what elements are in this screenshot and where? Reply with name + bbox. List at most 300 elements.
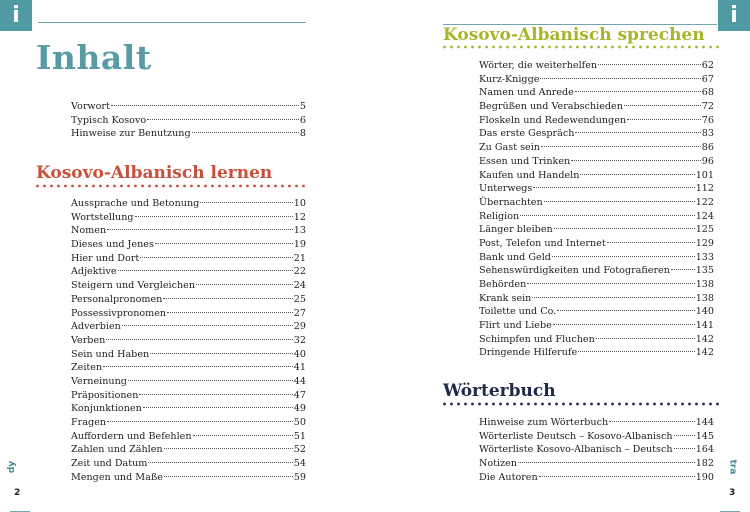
toc-entry-label: Dieses und Jenes xyxy=(71,239,154,251)
decorative-dot xyxy=(450,403,453,406)
toc-leader-dots xyxy=(607,242,695,243)
decorative-dot xyxy=(492,403,495,406)
decorative-dot xyxy=(485,403,488,406)
toc-entry-page: 32 xyxy=(293,334,306,346)
decorative-dot xyxy=(625,46,628,49)
toc-entry[interactable] xyxy=(479,416,714,430)
toc-entry-page: 145 xyxy=(695,430,714,442)
toc-entry-label: Wörterliste Deutsch – Kosovo-Albanisch xyxy=(479,430,673,442)
toc-entry-label: Hier und Dort xyxy=(71,252,140,264)
toc-entry-label: Schimpfen und Fluchen xyxy=(479,333,595,345)
decorative-dot xyxy=(113,185,116,188)
toc-leader-dots xyxy=(111,105,299,106)
decorative-dot xyxy=(57,185,60,188)
decorative-dot xyxy=(176,185,179,188)
toc-entry[interactable] xyxy=(479,292,714,306)
decorative-dot xyxy=(134,185,137,188)
toc-entry[interactable] xyxy=(71,430,306,444)
toc-leader-dots xyxy=(554,228,695,229)
decorative-dot xyxy=(583,46,586,49)
decorative-dot xyxy=(253,185,256,188)
toc-entry-label: Aussprache und Betonung xyxy=(71,198,200,209)
decorative-dot xyxy=(681,403,684,406)
toc-entry-page: 129 xyxy=(695,237,714,249)
toc-entry[interactable] xyxy=(71,416,306,430)
toc-entry[interactable] xyxy=(71,320,306,334)
toc-entry-label: Namen und Anrede xyxy=(479,87,574,99)
decorative-dot xyxy=(569,46,572,49)
decorative-dot xyxy=(716,46,719,49)
toc-entry-label: Verneinung xyxy=(71,375,127,387)
toc-entry-label: Personalpronomen xyxy=(71,293,163,305)
page-title: Inhalt xyxy=(36,38,152,77)
decorative-dot xyxy=(618,46,621,49)
toc-entry[interactable] xyxy=(71,334,306,348)
toc-entry-label: Fragen xyxy=(71,417,106,428)
decorative-dot xyxy=(506,403,509,406)
decorative-dot xyxy=(471,46,474,49)
toc-entry-page: 19 xyxy=(293,239,306,251)
toc-entry-label: Behörden xyxy=(479,279,527,290)
decorative-dot xyxy=(64,185,67,188)
toc-entry[interactable] xyxy=(479,223,714,237)
decorative-dot xyxy=(534,46,537,49)
toc-entry-page: 47 xyxy=(293,389,306,401)
toc-entry-page: 13 xyxy=(293,225,306,237)
toc-leader-dots xyxy=(627,119,701,120)
toc-intro xyxy=(71,100,306,141)
toc-entry[interactable] xyxy=(71,457,306,471)
toc-entry[interactable] xyxy=(71,100,306,114)
toc-entry[interactable] xyxy=(479,319,714,333)
toc-entry[interactable] xyxy=(479,443,714,457)
toc-leader-dots xyxy=(580,174,694,175)
decorative-dot xyxy=(688,46,691,49)
decorative-dot xyxy=(302,185,305,188)
decorative-dot xyxy=(548,403,551,406)
decorative-dot xyxy=(513,403,516,406)
toc-entry-label: Essen und Trinken xyxy=(479,155,571,167)
decorative-dot xyxy=(632,46,635,49)
toc-entry-label: Sein und Haben xyxy=(71,348,150,360)
toc-entry[interactable] xyxy=(479,169,714,183)
toc-entry-label: Krank sein xyxy=(479,292,532,304)
toc-entry-page: 76 xyxy=(701,114,714,126)
toc-entry-label: Religion xyxy=(479,210,520,222)
decorative-dot xyxy=(597,403,600,406)
toc-entry-page: 142 xyxy=(695,347,714,359)
decorative-dot xyxy=(548,46,551,49)
toc-leader-dots xyxy=(674,448,695,449)
decorative-dot xyxy=(288,185,291,188)
toc-entry-label: Präpositionen xyxy=(71,389,139,401)
decorative-dot xyxy=(695,46,698,49)
decorative-dot xyxy=(632,403,635,406)
toc-entry-page: 144 xyxy=(695,417,714,428)
toc-leader-dots xyxy=(155,243,293,244)
decorative-dot xyxy=(204,185,207,188)
toc-leader-dots xyxy=(575,132,700,133)
thumb-tab-label: dy xyxy=(7,460,18,474)
info-icon: i xyxy=(0,0,32,31)
toc-leader-dots xyxy=(541,146,701,147)
toc-entry-page: 101 xyxy=(695,169,714,181)
toc-entry-label: Nomen xyxy=(71,225,107,237)
toc-entry[interactable] xyxy=(479,127,714,141)
decorative-dot xyxy=(183,185,186,188)
decorative-dot xyxy=(604,403,607,406)
toc-leader-dots xyxy=(553,324,695,325)
toc-leader-dots xyxy=(533,187,694,188)
toc-entry[interactable] xyxy=(479,182,714,196)
toc-entry-page: 49 xyxy=(293,403,306,415)
toc-leader-dots xyxy=(143,407,293,408)
toc-leader-dots xyxy=(118,270,293,271)
toc-entry[interactable] xyxy=(479,264,714,278)
decorative-dot xyxy=(120,185,123,188)
toc-entry-page: 133 xyxy=(695,251,714,263)
toc-entry-label: Kurz-Knigge xyxy=(479,73,540,85)
decorative-dot xyxy=(141,185,144,188)
toc-entry-page: 68 xyxy=(701,87,714,99)
toc-entry-label: Begrüßen und Verabschieden xyxy=(479,101,623,113)
toc-leader-dots xyxy=(520,215,694,216)
toc-entry[interactable] xyxy=(479,141,714,155)
decorative-dot xyxy=(555,46,558,49)
decorative-dot xyxy=(218,185,221,188)
toc-entry-page: 40 xyxy=(293,348,306,360)
toc-entry-page: 72 xyxy=(701,101,714,113)
toc-entry-label: Die Autoren xyxy=(479,471,538,483)
toc-entry-label: Flirt und Liebe xyxy=(479,320,552,332)
decorative-dot xyxy=(674,46,677,49)
toc-entry[interactable] xyxy=(71,402,306,416)
toc-entry-label: Zu Gast sein xyxy=(479,142,540,154)
toc-entry-label: Auffordern und Befehlen xyxy=(71,430,192,442)
page-number: 2 xyxy=(14,488,21,498)
toc-entry-label: Vorwort xyxy=(71,101,110,112)
toc-leader-dots xyxy=(103,366,293,367)
toc-entry[interactable] xyxy=(71,471,306,485)
decorative-dot xyxy=(513,46,516,49)
toc-entry[interactable] xyxy=(479,86,714,100)
toc-leader-dots xyxy=(167,312,293,313)
toc-entry-label: Typisch Kosovo xyxy=(71,114,147,126)
toc-leader-dots xyxy=(674,435,695,436)
decorative-dot xyxy=(688,403,691,406)
toc-entry-label: Adjektive xyxy=(71,266,117,278)
toc-entry-page: 21 xyxy=(293,252,306,264)
toc-leader-dots xyxy=(609,421,695,422)
decorative-dot xyxy=(541,46,544,49)
toc-entry-label: Zeiten xyxy=(71,362,103,374)
toc-leader-dots xyxy=(164,476,293,477)
toc-entry-label: Hinweise zum Wörterbuch xyxy=(479,417,609,428)
toc-entry[interactable] xyxy=(479,100,714,114)
toc-entry[interactable] xyxy=(71,265,306,279)
decorative-dot xyxy=(709,46,712,49)
toc-entry[interactable] xyxy=(71,127,306,141)
toc-entry-page: 83 xyxy=(701,128,714,140)
toc-entry-page: 182 xyxy=(695,458,714,470)
toc-entry-label: Konjunktionen xyxy=(71,403,142,415)
toc-entry[interactable] xyxy=(479,237,714,251)
toc-entry[interactable] xyxy=(479,278,714,292)
toc-entry[interactable] xyxy=(71,224,306,238)
decorative-dot xyxy=(499,403,502,406)
toc-entry-label: Mengen und Maße xyxy=(71,471,163,483)
toc-leader-dots xyxy=(557,310,694,311)
toc-entry[interactable] xyxy=(479,430,714,444)
toc-leader-dots xyxy=(164,448,293,449)
toc-leader-dots xyxy=(571,160,701,161)
decorative-dot xyxy=(492,46,495,49)
decorative-dot xyxy=(695,403,698,406)
toc-leader-dots xyxy=(200,202,293,203)
toc-entry-label: Länger bleiben xyxy=(479,224,553,236)
decorative-dot xyxy=(50,185,53,188)
decorative-dot xyxy=(653,46,656,49)
toc-entry-page: 24 xyxy=(293,280,306,292)
toc-entry[interactable] xyxy=(71,238,306,252)
toc-entry-label: Dringende Hilferufe xyxy=(479,347,578,359)
decorative-dot xyxy=(660,403,663,406)
toc-entry-page: 86 xyxy=(701,142,714,154)
section-title-sprechen: Kosovo-Albanisch sprechen xyxy=(443,25,705,45)
toc-entry-label: Notizen xyxy=(479,458,518,470)
toc-entry[interactable] xyxy=(71,375,306,389)
toc-leader-dots xyxy=(135,216,293,217)
decorative-dot xyxy=(562,403,565,406)
toc-entry[interactable] xyxy=(71,114,306,128)
toc-entry[interactable] xyxy=(479,59,714,73)
toc-entry-label: Wortstellung xyxy=(71,211,134,223)
section-dots-sprechen xyxy=(443,45,719,49)
toc-entry-label: Bank und Geld xyxy=(479,251,551,263)
decorative-dot xyxy=(674,403,677,406)
toc-leader-dots xyxy=(596,338,695,339)
decorative-dot xyxy=(457,46,460,49)
toc-entry-label: Zahlen und Zählen xyxy=(71,444,163,456)
decorative-dot xyxy=(506,46,509,49)
toc-entry-label: Steigern und Vergleichen xyxy=(71,280,196,292)
top-rule xyxy=(38,22,306,23)
toc-entry-label: Unterwegs xyxy=(479,183,533,195)
toc-leader-dots xyxy=(148,462,292,463)
right-page xyxy=(375,0,750,512)
decorative-dot xyxy=(590,403,593,406)
decorative-dot xyxy=(527,46,530,49)
decorative-dot xyxy=(646,403,649,406)
toc-entry[interactable] xyxy=(71,293,306,307)
decorative-dot xyxy=(590,46,593,49)
decorative-dot xyxy=(457,403,460,406)
page-number: 3 xyxy=(729,488,736,498)
decorative-dot xyxy=(576,46,579,49)
decorative-dot xyxy=(443,403,446,406)
decorative-dot xyxy=(562,46,565,49)
decorative-dot xyxy=(653,403,656,406)
toc-entry-page: 190 xyxy=(695,471,714,483)
toc-leader-dots xyxy=(122,325,293,326)
toc-entry-page: 51 xyxy=(293,430,306,442)
decorative-dot xyxy=(520,403,523,406)
decorative-dot xyxy=(667,403,670,406)
toc-entry-page: 67 xyxy=(701,73,714,85)
decorative-dot xyxy=(569,403,572,406)
toc-entry-label: Das erste Gespräch xyxy=(479,128,575,140)
decorative-dot xyxy=(148,185,151,188)
toc-leader-dots xyxy=(544,201,695,202)
toc-entry[interactable] xyxy=(71,252,306,266)
toc-entry[interactable] xyxy=(71,197,306,211)
toc-entry-label: Post, Telefon und Internet xyxy=(479,237,606,249)
toc-entry-page: 62 xyxy=(701,60,714,71)
toc-entry-label: Verben xyxy=(71,334,106,346)
decorative-dot xyxy=(709,403,712,406)
section-dots-lernen xyxy=(36,184,308,188)
toc-entry[interactable] xyxy=(479,457,714,471)
decorative-dot xyxy=(534,403,537,406)
decorative-dot xyxy=(541,403,544,406)
toc-entry[interactable] xyxy=(71,361,306,375)
toc-entry-label: Zeit und Datum xyxy=(71,458,148,470)
toc-entry[interactable] xyxy=(479,471,714,485)
decorative-dot xyxy=(604,46,607,49)
toc-leader-dots xyxy=(128,380,293,381)
decorative-dot xyxy=(225,185,228,188)
decorative-dot xyxy=(260,185,263,188)
toc-entry[interactable] xyxy=(479,210,714,224)
toc-entry-label: Wörterliste Kosovo-Albanisch – Deutsch xyxy=(479,444,673,456)
toc-leader-dots xyxy=(552,256,695,257)
decorative-dot xyxy=(646,46,649,49)
toc-leader-dots xyxy=(107,229,293,230)
toc-entry-label: Sehenswürdigkeiten und Fotografieren xyxy=(479,265,670,277)
toc-entry-page: 164 xyxy=(695,444,714,456)
toc-entry-label: Toilette und Co. xyxy=(479,306,557,318)
decorative-dot xyxy=(211,185,214,188)
decorative-dot xyxy=(520,46,523,49)
toc-entry[interactable] xyxy=(71,443,306,457)
toc-leader-dots xyxy=(540,78,700,79)
toc-entry-page: 138 xyxy=(695,292,714,304)
decorative-dot xyxy=(464,403,467,406)
decorative-dot xyxy=(274,185,277,188)
toc-entry[interactable] xyxy=(479,305,714,319)
decorative-dot xyxy=(78,185,81,188)
toc-entry-label: Floskeln und Redewendungen xyxy=(479,114,627,126)
decorative-dot xyxy=(106,185,109,188)
decorative-dot xyxy=(232,185,235,188)
decorative-dot xyxy=(660,46,663,49)
toc-leader-dots xyxy=(163,298,292,299)
toc-entry[interactable] xyxy=(71,348,306,362)
decorative-dot xyxy=(197,185,200,188)
decorative-dot xyxy=(162,185,165,188)
decorative-dot xyxy=(281,185,284,188)
decorative-dot xyxy=(92,185,95,188)
decorative-dot xyxy=(85,185,88,188)
decorative-dot xyxy=(555,403,558,406)
toc-leader-dots xyxy=(139,394,292,395)
toc-entry[interactable] xyxy=(479,196,714,210)
toc-entry-page: 96 xyxy=(701,155,714,167)
toc-entry[interactable] xyxy=(479,346,714,360)
toc-entry-page: 29 xyxy=(293,321,306,333)
section-dots-woerterbuch xyxy=(443,402,719,406)
decorative-dot xyxy=(43,185,46,188)
toc-leader-dots xyxy=(193,435,293,436)
decorative-dot xyxy=(190,185,193,188)
toc-entry-label: Wörter, die weiterhelfen xyxy=(479,60,598,71)
toc-leader-dots xyxy=(539,476,695,477)
toc-entry-label: Adverbien xyxy=(71,321,121,333)
toc-entry-label: Possessivpronomen xyxy=(71,307,167,319)
toc-entry[interactable] xyxy=(479,73,714,87)
decorative-dot xyxy=(99,185,102,188)
toc-entry-page: 10 xyxy=(293,198,306,209)
toc-entry[interactable] xyxy=(71,389,306,403)
toc-entry[interactable] xyxy=(479,114,714,128)
decorative-dot xyxy=(681,46,684,49)
decorative-dot xyxy=(618,403,621,406)
toc-entry-page: 59 xyxy=(293,471,306,483)
decorative-dot xyxy=(639,403,642,406)
decorative-dot xyxy=(611,403,614,406)
toc-entry-label: Übernachten xyxy=(479,196,543,208)
toc-entry[interactable] xyxy=(71,211,306,225)
toc-sprechen xyxy=(479,59,714,360)
decorative-dot xyxy=(478,403,481,406)
toc-entry-page: 142 xyxy=(695,333,714,345)
decorative-dot xyxy=(576,403,579,406)
toc-entry-page: 141 xyxy=(695,320,714,332)
toc-entry[interactable] xyxy=(479,333,714,347)
toc-entry-page: 112 xyxy=(695,183,714,195)
toc-leader-dots xyxy=(671,269,695,270)
toc-entry-page: 5 xyxy=(299,101,306,112)
toc-entry[interactable] xyxy=(479,251,714,265)
info-icon: i xyxy=(718,0,750,31)
decorative-dot xyxy=(295,185,298,188)
decorative-dot xyxy=(499,46,502,49)
decorative-dot xyxy=(36,185,39,188)
toc-entry-page: 6 xyxy=(299,114,306,126)
decorative-dot xyxy=(127,185,130,188)
toc-leader-dots xyxy=(598,64,701,65)
section-title-lernen: Kosovo-Albanisch lernen xyxy=(36,163,273,183)
toc-entry[interactable] xyxy=(71,307,306,321)
decorative-dot xyxy=(443,46,446,49)
toc-leader-dots xyxy=(532,297,694,298)
decorative-dot xyxy=(71,185,74,188)
toc-leader-dots xyxy=(527,283,694,284)
toc-entry-page: 125 xyxy=(695,224,714,236)
toc-leader-dots xyxy=(140,257,293,258)
decorative-dot xyxy=(246,185,249,188)
decorative-dot xyxy=(667,46,670,49)
toc-entry[interactable] xyxy=(479,155,714,169)
decorative-dot xyxy=(716,403,719,406)
toc-entry-page: 140 xyxy=(695,306,714,318)
toc-entry[interactable] xyxy=(71,279,306,293)
decorative-dot xyxy=(597,46,600,49)
decorative-dot xyxy=(702,46,705,49)
toc-entry-page: 54 xyxy=(293,458,306,470)
toc-leader-dots xyxy=(192,132,299,133)
toc-entry-page: 22 xyxy=(293,266,306,278)
